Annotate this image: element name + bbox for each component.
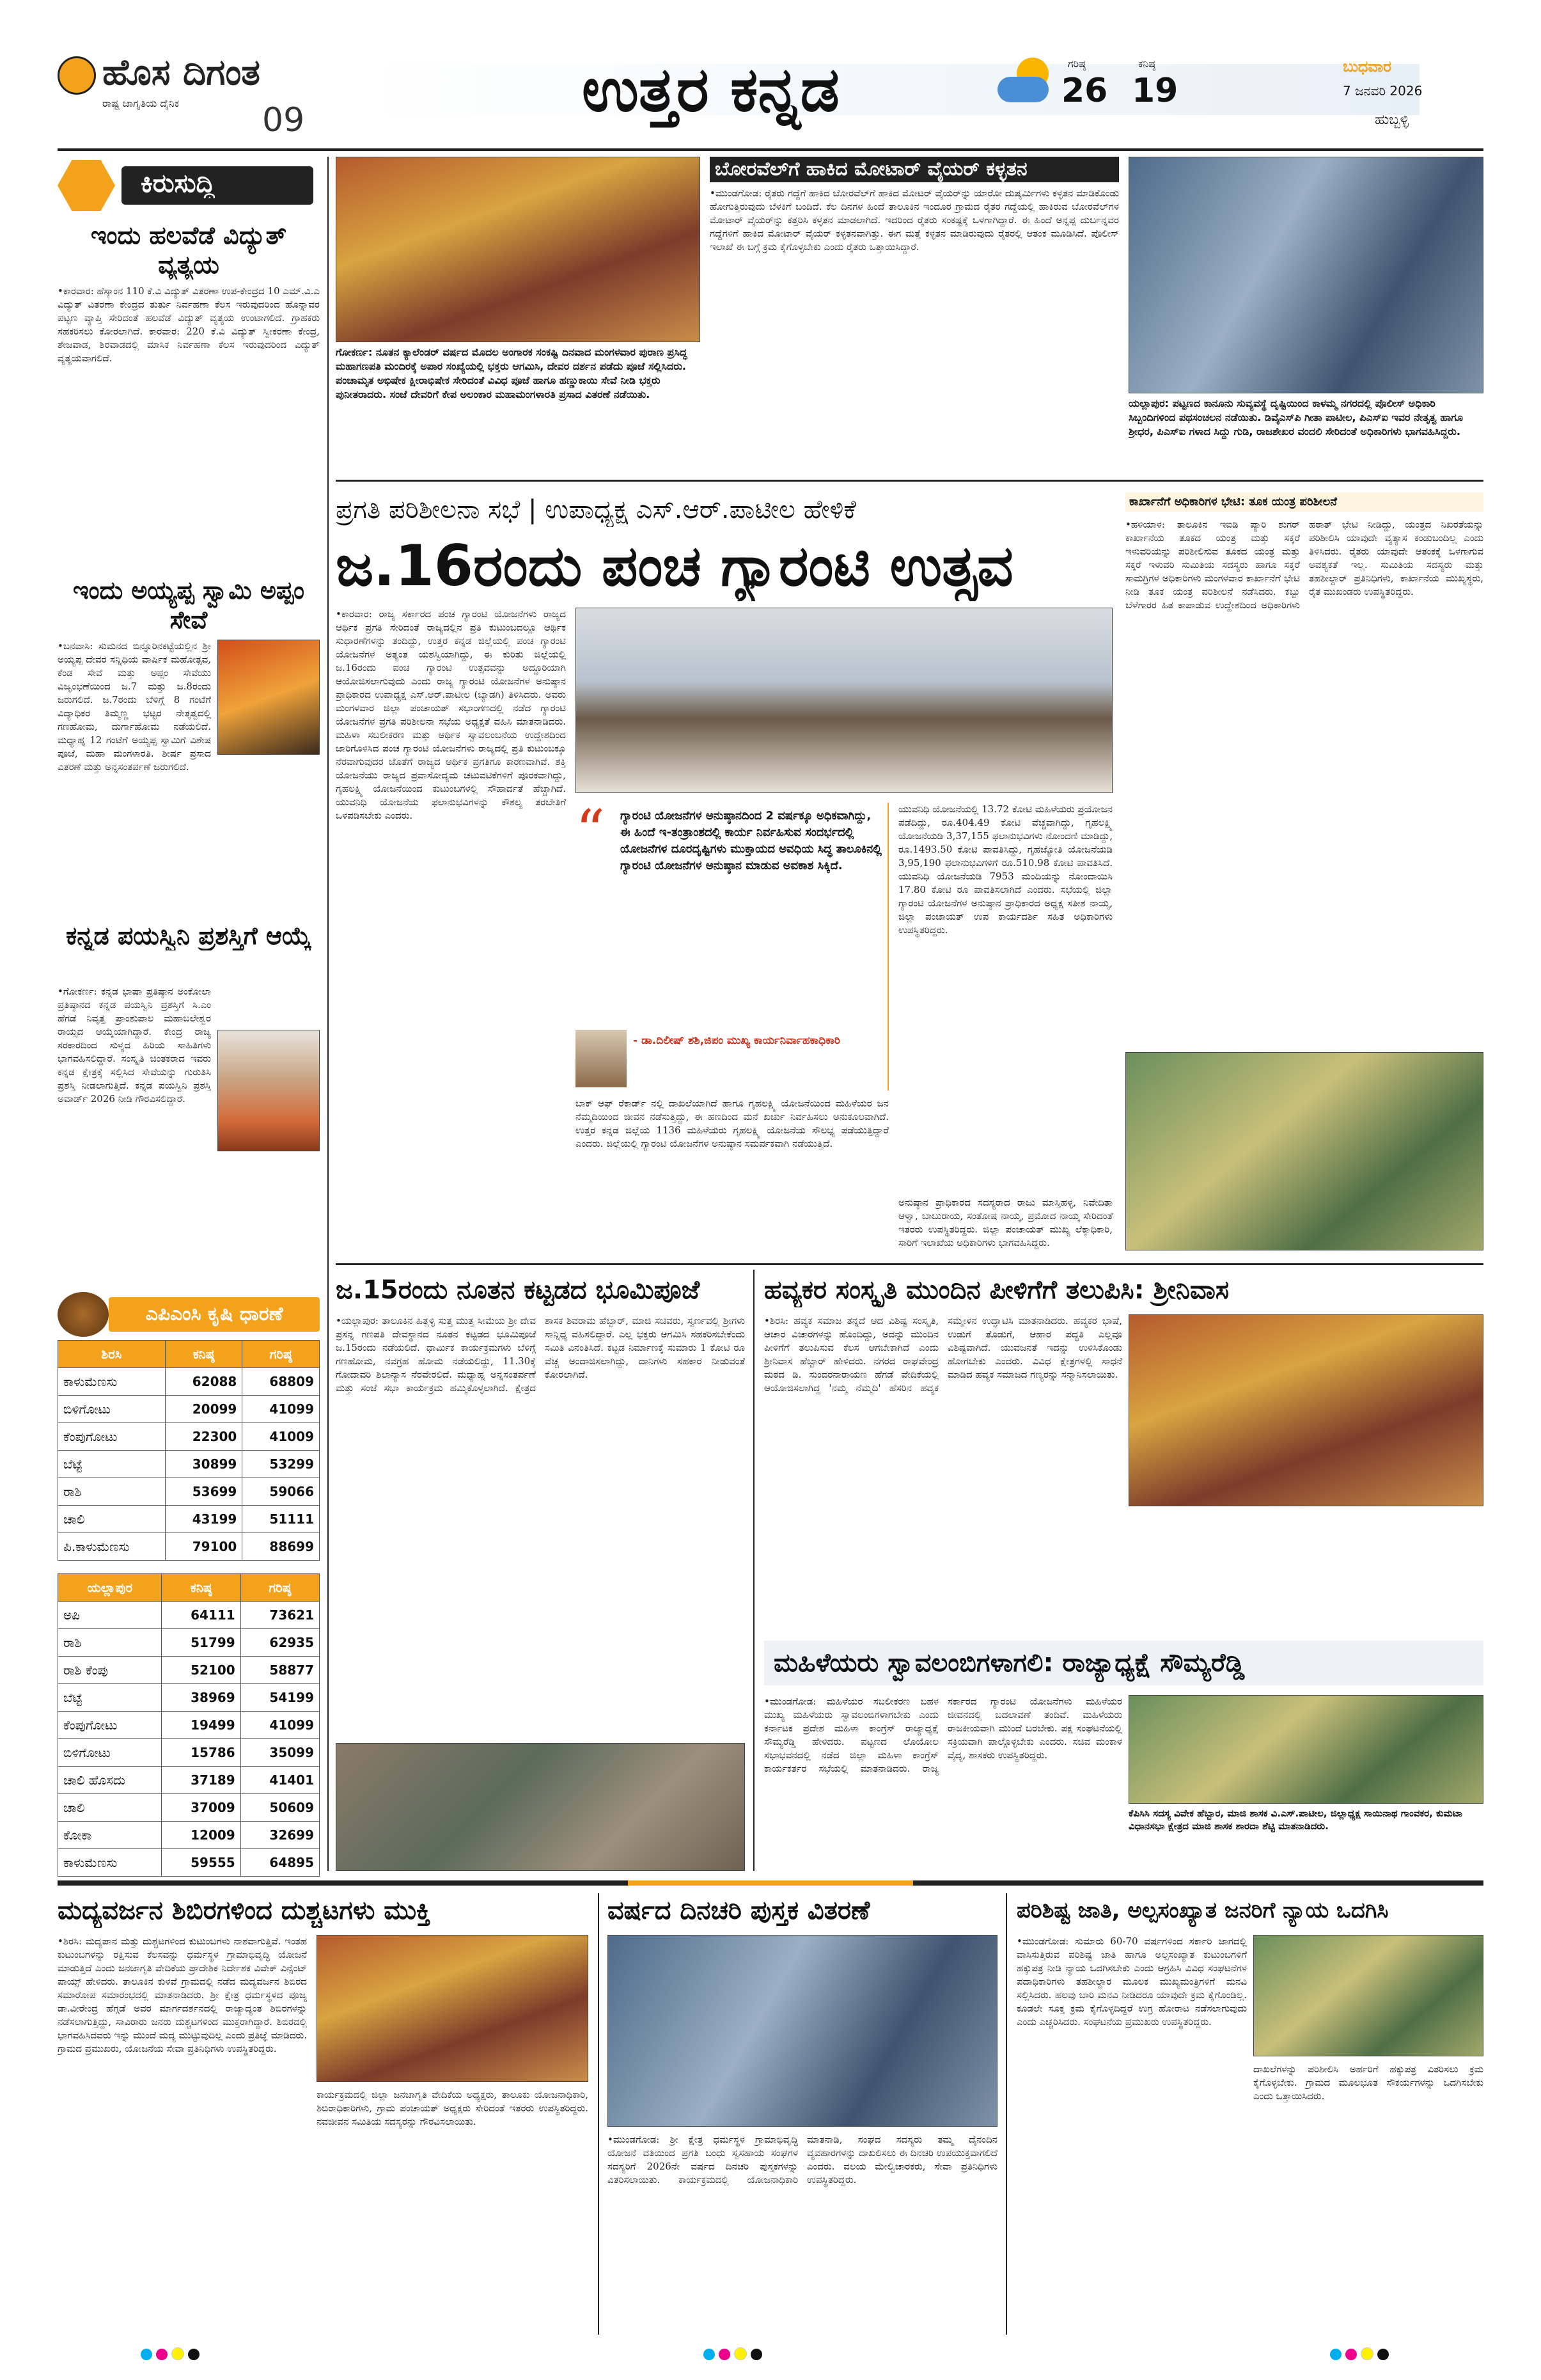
- page-number: 09: [262, 101, 305, 139]
- table-row: ಕಾಳುಮೆಣಸು 62088 68809: [58, 1368, 320, 1396]
- cmyk-mark-center: [703, 2347, 766, 2363]
- pustaka-photo: [607, 1935, 997, 2127]
- temple-caption: ಗೋಕರ್ಣ: ನೂತನ ಕ್ಯಾಲೆಂಡರ್ ವರ್ಷದ ಮೊದಲ ಅಂಗಾರಕ ಸಂಕಷ್ಟಿ ದಿನವಾದ ಮಂಗಳವಾರ ಪುರಾಣ ಪ್ರಸಿದ್ಧ ಮಹಾಗಣಪತಿ ಮಂದಿರಕ್ಕೆ ಅಪಾರ ಸಂಖ್ಯೆಯಲ್ಲಿ ಭಕ್ತರು ಆಗಮಿಸಿ, ದೇವರ ದರ್ಶನ ಪಡೆದು ಪೂಜೆ ಸಲ್ಲಿಸಿದರು. ಪಂಚಾಮೃತ ಅಭಿಷೇಕ ಕ್ಷೀರಾಭಿಷೇಕ ಸೇರಿದಂತೆ ವಿವಿಧ ಪೂಜೆ ಹಾಗೂ ಹಣ್ಣುಕಾಯಿ ಸೇವೆ ನೀಡಿ ಭಕ್ತರು ಪುನೀತರಾದರು. ಸಂಜೆ ದೇವರಿಗೆ ಕೇಪ ಅಲಂಕಾರ ಮಹಾಮಂಗಳಾರತಿ ಪ್ರಸಾದ ವಿತರಣೆ ನಡೆಯಿತು.: [336, 346, 687, 400]
- table-row: ಬಿಳಿಗೋಟು 20099 41099: [58, 1396, 320, 1423]
- table-row: ಚಾಲಿ 37009 50609: [58, 1794, 320, 1822]
- lead-text-2: ಯುವನಿಧಿ ಯೋಜನೆಯಲ್ಲಿ 13.72 ಕೋಟಿ ಮಹಿಳೆಯರು ಪ್ರಯೋಜನ ಪಡೆದಿದ್ದು, ರೂ.404.49 ಕೋಟಿ ವೆಚ್ಚವಾಗಿದ್ದು, ಗೃಹಲಕ್ಷ್ಮಿ ಯೋಜನೆಯಡಿ 3,37,155 ಫಲಾನುಭವಿಗಳು ನೋಂದಣಿ ಮಾಡಿದ್ದು, ರೂ.1493.50 ಕೋಟಿ ಪಾವತಿಸಿದ್ದು, ಗೃಹಜ್ಯೋತಿ ಯೋಜನೆಯಡಿ 3,95,190 ಫಲಾನುಭವಿಗಳಿಗೆ ರೂ.510.98 ಕೋಟಿ ಪಾವತಿಸಿದೆ. ಯುವನಿಧಿ ಯೋಜನೆಯಡಿ 7953 ಮಂದಿಯನ್ನು ನೋಂದಾಯಿಸಿ 17.80 ಕೋಟಿ ರೂ ಪಾವತಿಸಲಾಗಿದೆ ಎಂದರು. ಸಭೆಯಲ್ಲಿ ಜಿಲ್ಲಾ ಗ್ಯಾರಂಟಿ ಯೋಜನೆಗಳ ಅನುಷ್ಠಾನ ಪ್ರಾಧಿಕಾರದ ಅಧ್ಯಕ್ಷ ಸತೀಶ ನಾಯ್ಕ, ಜಿಲ್ಲಾ ಪಂಚಾಯತ್ ಉಪ ಕಾರ್ಯದರ್ಶಿ ಸಹಿತ ಅಧಿಕಾರಿಗಳು ಉಪಸ್ಥಿತರಿದ್ದರು.: [898, 803, 1113, 936]
- apmc-title: ಎಪಿಎಂಸಿ ಕೃಷಿ ಧಾರಣೆ: [109, 1297, 320, 1332]
- table-row: ಕೆಂಪುಗೋಟು 19499 41099: [58, 1712, 320, 1739]
- temple-photo: [336, 157, 700, 342]
- quote-icon: “: [575, 798, 606, 865]
- place-sirsi: ಶಿರಸಿ: [58, 1341, 166, 1368]
- logo-block: [58, 50, 352, 139]
- apmc-panel: [58, 1292, 320, 1976]
- max-header: ಗರಿಷ್ಠ: [240, 1574, 319, 1602]
- min-temp: 19: [1132, 72, 1178, 110]
- lead-text-4: ಅನುಷ್ಠಾನ ಪ್ರಾಧಿಕಾರದ ಸದಸ್ಯರಾದ ರಾಜು ಮಾಸ್ತಿಹಳ್ಳ, ನಿವೇದಿತಾ ಆಳ್ವಾ, ಬಾಬುರಾಯ, ಸಂತೋಷ ನಾಯ್ಕ, ಪ್ರಮೋದ ನಾಯ್ಕ ಸೇರಿದಂತೆ ಇತರರು ಉಪಸ್ಥಿತರಿದ್ದರು. ಜಿಲ್ಲಾ ಪಂಚಾಯತ್ ಮುಖ್ಯ ಲೆಕ್ಕಾಧಿಕಾರಿ, ಸಾರಿಗೆ ಇಲಾಖೆಯ ಅಧಿಕಾರಿಗಳು ಭಾಗವಹಿಸಿದ್ದರು.: [898, 1197, 1113, 1249]
- bottom-divider-2: [1006, 1893, 1007, 2335]
- table-row: ಬಿಳಿಗೋಟು 15786 35099: [58, 1739, 320, 1767]
- havyaka-headline: ಹವ್ಯಕರ ಸಂಸ್ಕೃತಿ ಮುಂದಿನ ಪೀಳಿಗೆಗೆ ತಲುಪಿಸಿ: ಶ್ರೀನಿವಾಸ: [764, 1275, 1230, 1305]
- logo-emblem: [58, 56, 96, 95]
- cloud-icon: [997, 77, 1049, 102]
- edition-band: [364, 64, 1423, 115]
- factory-text: •ಹಳಿಯಾಳ: ತಾಲೂಕಿನ ಇಐಡಿ ಪ್ಯಾರಿ ಶುಗರ್ ಕಾರ್ಖಾನೆಯ ತೂಕದ ಯಂತ್ರ ಮತ್ತು ಸಕ್ಕರೆ ಇಳುವರಿಯನ್ನು ಪರಿಶೀಲಿಸುವ ತೂಕದ ಯಂತ್ರ ಮತ್ತು ಸಕ್ಕರೆ ಇಳುವರಿ ಸುಮಿತಿಯ ಸದಸ್ಯರು ಹಾಗೂ ಸಕ್ಕರೆ ಸಾಮಗ್ರಿಗಳ ಅಧಿಕಾರಿಗಳು ಮಂಗಳವಾರ ಕಾರ್ಖಾನೆಗೆ ಭೇಟಿ ನೀಡಿ ತೂಕ ಯಂತ್ರ ಪರಿಶೀಲನೆ ನಡೆಸಿದರು. ಕಬ್ಬು ಬೆಳೆಗಾರರ ಹಿತ ಕಾಪಾಡುವ ಉದ್ದೇಶದಿಂದ ಅಧಿಕಾರಿಗಳು ಹಠಾತ್ ಭೇಟಿ ನೀಡಿದ್ದು, ಯಂತ್ರದ ನಿಖರತೆಯನ್ನು ಪರಿಶೀಲಿಸಿ ಯಾವುದೇ ವ್ಯತ್ಯಾಸ ಕಂಡುಬಂದಿಲ್ಲ ಎಂದು ತಿಳಿಸಿದರು. ರೈತರು ಯಾವುದೇ ಆತಂಕಕ್ಕೆ ಒಳಗಾಗುವ ಅವಶ್ಯಕತೆ ಇಲ್ಲ. ಸುಮಿತಿಯ ಸದಸ್ಯರು ಮತ್ತು ತಹಶೀಲ್ದಾರ್ ಪ್ರತಿನಿಧಿಗಳು, ಕಾರ್ಖಾನೆಯ ಮುಖ್ಯಸ್ಥರು, ರೈತ ಮುಖಂಡರು ಉಪಸ್ಥಿತರಿದ್ದರು.: [1125, 519, 1483, 611]
- police-caption: ಯಲ್ಲಾಪುರ: ಪಟ್ಟಣದ ಕಾನೂನು ಸುವ್ಯವಸ್ಥೆ ದೃಷ್ಟಿಯಿಂದ ಕಾಳಮ್ಮ ನಗರದಲ್ಲಿ ಪೊಲೀಸ್ ಅಧಿಕಾರಿ ಸಿಬ್ಬಂದಿಗಳಿಂದ ಪಥಸಂಚಲನ ನಡೆಯಿತು. ಡಿವೈಎಸ್‌ಪಿ ಗೀತಾ ಪಾಟೀಲ, ಪಿಎಸ್‌ಐ ಇವರ ನೇತೃತ್ವ ಹಾಗೂ ಶ್ರೀಧರ, ಪಿಎಸ್‌ಐ ಗಳಾದ ಸಿದ್ದು ಗುಡಿ, ರಾಜಶೇಖರ ವಂದಲಿ ಸೇರಿದಂತೆ ಅಧಿಕಾರಿಗಳು ಭಾಗವಹಿಸಿದ್ದರು.: [1129, 397, 1464, 437]
- parishishta-text-2: ದಾಖಲೆಗಳನ್ನು ಪರಿಶೀಲಿಸಿ ಅರ್ಹರಿಗೆ ಹಕ್ಕುಪತ್ರ ವಿತರಿಸಲು ಕ್ರಮ ಕೈಗೊಳ್ಳಬೇಕು. ಗ್ರಾಮದ ಮೂಲಭೂತ ಸೌಕರ್ಯಗಳನ್ನು ಒದಗಿಸಬೇಕು ಎಂದು ಒತ್ತಾಯಿಸಿದರು.: [1253, 2063, 1483, 2102]
- registration-marks: [0, 2347, 1541, 2367]
- bottom-divider-1: [598, 1893, 599, 2335]
- mid-divider: [753, 1270, 755, 1871]
- cmyk-mark-right: [1330, 2347, 1393, 2363]
- bhoomi-photo: [336, 1743, 745, 1871]
- apmc-table-yellapur: [58, 1573, 320, 1877]
- bhoomi-text: •ಯಲ್ಲಾಪುರ: ತಾಲೂಕಿನ ಹಿತ್ಲಳ್ಳಿ ಸುತ್ತ ಮುತ್ತ ಸೀಮೆಯ ಶ್ರೀ ದೇವ ಪ್ರಸನ್ನ ಗಣಪತಿ ದೇವಸ್ಥಾನದ ನೂತನ ಕಟ್ಟಡದ ಭೂಮಿಪೂಜೆ ಜ.15ರಂದು ನಡೆಯಲಿದೆ. ಧಾರ್ಮಿಕ ಕಾರ್ಯಕ್ರಮಗಳು ಬೆಳಿಗ್ಗೆ ಗಣಹೋಮ, ನವಗ್ರಹ ಹೋಮ ನಡೆಯಲಿದ್ದು, 11.30ಕ್ಕೆ ಗೋದಾವರಿ ಶಿಲಾನ್ಯಾಸ ನೆರವೇರಲಿದೆ. ಮಧ್ಯಾಹ್ನ ಅನ್ನಸಂತರ್ಪಣೆ ಮತ್ತು ಸಂಜೆ ಸಭಾ ಕಾರ್ಯಕ್ರಮ ಹಮ್ಮಿಕೊಳ್ಳಲಾಗಿದೆ. ಕ್ಷೇತ್ರದ ಶಾಸಕ ಶಿವರಾಮ ಹೆಬ್ಬಾರ್, ಮಾಜಿ ಸಚಿವರು, ಸ್ವರ್ಣವಲ್ಲಿ ಶ್ರೀಗಳು ಸಾನ್ನಿಧ್ಯ ವಹಿಸಲಿದ್ದಾರೆ. ಎಲ್ಲ ಭಕ್ತರು ಆಗಮಿಸಿ ಸಹಕರಿಸಬೇಕೆಂದು ಸಮಿತಿ ವಿನಂತಿಸಿದೆ. ಕಟ್ಟಡ ನಿರ್ಮಾಣಕ್ಕೆ ಸುಮಾರು 1 ಕೋಟಿ ರೂ ವೆಚ್ಚ ಅಂದಾಜಿಸಲಾಗಿದ್ದು, ದಾನಿಗಳು ಸಹಕಾರ ನೀಡುವಂತೆ ಕೋರಲಾಗಿದೆ.: [336, 1315, 745, 1394]
- brief-1-text: •ಕಾರವಾರ: ಹೆಸ್ಕಾಂನ 110 ಕೆ.ವಿ ವಿದ್ಯುತ್ ವಿತರಣಾ ಉಪ-ಕೇಂದ್ರದ 10 ಎಮ್.ವಿ.ಎ ವಿದ್ಯುತ್ ವಿತರಣಾ ಕೇಂದ್ರದ ತುರ್ತು ನಿರ್ವಹಣಾ ಕೆಲಸ ಇರುವುದರಿಂದ ಹೊನ್ನಾವರ ಪಟ್ಟಣ ವ್ಯಾಪ್ತಿ ಸೇರಿದಂತೆ ಹಲವೆಡೆ ವಿದ್ಯುತ್ ವ್ಯತ್ಯಯ ಉಂಟಾಗಲಿದೆ. ಗ್ರಾಹಕರು ಸಹಕರಿಸಲು ಕೋರಲಾಗಿದೆ. ಕಾರವಾರ: 220 ಕೆ.ವಿ ವಿದ್ಯುತ್ ಸ್ವೀಕರಣಾ ಕೇಂದ್ರ, ಶೇಜವಾಡ, ಶಿರವಾಡದಲ್ಲಿ ಮಾಸಿಕ ನಿರ್ವಹಣಾ ಕೆಲಸ ಇರುವುದರಿಂದ ವಿದ್ಯುತ್ ವ್ಯತ್ಯಯವಾಗಲಿದೆ.: [58, 285, 320, 364]
- madya-headline: ಮದ್ಯವರ್ಜನ ಶಿಬಿರಗಳಿಂದ ದುಶ್ಚಟಗಳು ಮುಕ್ತಿ: [58, 1896, 431, 1925]
- parishishta-headline: ಪರಿಶಿಷ್ಟ ಜಾತಿ, ಅಲ್ಪಸಂಖ್ಯಾತ ಜನರಿಗೆ ನ್ಯಾಯ ಒದಗಿಸಿ: [1017, 1898, 1389, 1923]
- min-header: ಕನಿಷ್ಠ: [162, 1574, 240, 1602]
- meeting-photo: [575, 608, 1113, 793]
- quote-author-photo: [575, 1030, 627, 1087]
- table-row: ಕೆಂಪುಗೋಟು 22300 41009: [58, 1423, 320, 1451]
- table-row: ಚಾಲಿ 43199 51111: [58, 1506, 320, 1533]
- police-march-photo: [1129, 157, 1483, 393]
- masthead: [58, 45, 1483, 147]
- bore-headline: ಬೋರವೆಲ್‌ಗೆ ಹಾಕಿದ ಮೋಟಾರ್ ವೈಯರ್ ಕಳ್ಳತನ: [710, 157, 1119, 182]
- table-row: ರಾಶಿ 51799 62935: [58, 1629, 320, 1657]
- table-row: ಪಿ.ಕಾಳುಮೆಣಸು 79100 88699: [58, 1533, 320, 1561]
- bottom-color-rule: [58, 1880, 1483, 1886]
- areca-icon: [58, 1292, 109, 1337]
- cmyk-mark-left: [141, 2347, 203, 2363]
- madya-text: •ಶಿರಸಿ: ಮದ್ಯಪಾನ ಮತ್ತು ದುಶ್ಚಟಗಳಿಂದ ಕುಟುಂಬಗಳು ನಾಶವಾಗುತ್ತಿವೆ. ಇಂತಹ ಕುಟುಂಬಗಳನ್ನು ರಕ್ಷಿಸುವ ಕೆಲಸವನ್ನು ಧರ್ಮಸ್ಥಳ ಗ್ರಾಮಾಭಿವೃದ್ಧಿ ಯೋಜನೆ ಮಾಡುತ್ತಿದೆ ಎಂದು ಜನಜಾಗೃತಿ ವೇದಿಕೆಯ ಪ್ರಾದೇಶಿಕ ನಿರ್ದೇಶಕ ವಿವೇಕ್ ವಿನ್ಸೆಂಟ್ ಪಾಯ್ಸ್ ಹೇಳಿದರು. ತಾಲೂಕಿನ ಕುಳವೆ ಗ್ರಾಮದಲ್ಲಿ ನಡೆದ ಮದ್ಯವರ್ಜನ ಶಿಬಿರದ ಸಮಾರೋಪ ಸಮಾರಂಭದಲ್ಲಿ ಮಾತನಾಡಿದರು. ಶ್ರೀ ಕ್ಷೇತ್ರ ಧರ್ಮಸ್ಥಳದ ಪೂಜ್ಯ ಡಾ.ವೀರೇಂದ್ರ ಹೆಗ್ಗಡೆ ಅವರ ಮಾರ್ಗದರ್ಶನದಲ್ಲಿ ರಾಜ್ಯಾದ್ಯಂತ ಶಿಬಿರಗಳನ್ನು ನಡೆಸಲಾಗುತ್ತಿದ್ದು, ಸಾವಿರಾರು ಜನರು ದುಶ್ಚಟಗಳಿಂದ ಮುಕ್ತರಾಗಿದ್ದಾರೆ. ಶಿಬಿರದಲ್ಲಿ ಭಾಗವಹಿಸಿದವರು ಇನ್ನು ಮುಂದೆ ಮದ್ಯ ಮುಟ್ಟುವುದಿಲ್ಲ ಎಂದು ಪ್ರತಿಜ್ಞೆ ಮಾಡಿದರು. ಗ್ರಾಮದ ಪ್ರಮುಖರು, ಯೋಜನೆಯ ಸೇವಾ ಪ್ರತಿನಿಧಿಗಳು ಉಪಸ್ಥಿತರಿದ್ದರು.: [58, 1935, 307, 2054]
- quote-author: - ಡಾ.ದಿಲೀಷ್ ಶಶಿ,ಜಿಪಂ ಮುಖ್ಯ ಕಾರ್ಯನಿರ್ವಾಹಕಾಧಿಕಾರಿ: [633, 1034, 840, 1047]
- bhoomi-headline: ಜ.15ರಂದು ನೂತನ ಕಟ್ಟಡದ ಭೂಮಿಪೂಜೆ: [336, 1275, 700, 1305]
- havyaka-text: •ಶಿರಸಿ: ಹವ್ಯಕ ಸಮಾಜ ತನ್ನದೆ ಆದ ವಿಶಿಷ್ಟ ಸಂಸ್ಕೃತಿ, ಆಚಾರ ವಿಚಾರಗಳನ್ನು ಹೊಂದಿದ್ದು, ಅದನ್ನು ಮುಂದಿನ ಪೀಳಿಗೆಗೆ ತಲುಪಿಸುವ ಕೆಲಸ ಆಗಬೇಕಾಗಿದೆ ಎಂದು ಶ್ರೀನಿವಾಸ ಹೆಬ್ಬಾರ್ ಹೇಳಿದರು. ನಗರದ ರಾಘವೇಂದ್ರ ಮಠದ ಡಿ. ಸುಂದರನಾರಾಯಣ ಹೆಗಡೆ ವೇದಿಕೆಯಲ್ಲಿ ಆಯೋಜಿಸಲಾಗಿದ್ದ 'ನಮ್ಮ ನೆಮ್ಮದಿ' ಹೆಸರಿನ ಹವ್ಯಕ ಸಮ್ಮೇಳನ ಉದ್ಘಾಟಿಸಿ ಮಾತನಾಡಿದರು. ಹವ್ಯಕರ ಭಾಷೆ, ಉಡುಗೆ ತೊಡುಗೆ, ಆಹಾರ ಪದ್ಧತಿ ಎಲ್ಲವೂ ವಿಶಿಷ್ಟವಾಗಿದೆ. ಯುವಜನತೆ ಇದನ್ನು ಉಳಿಸಿಕೊಂಡು ಹೋಗಬೇಕು ಎಂದರು. ವಿವಿಧ ಕ್ಷೇತ್ರಗಳಲ್ಲಿ ಸಾಧನೆ ಮಾಡಿದ ಹವ್ಯಕ ಸಮಾಜದ ಗಣ್ಯರನ್ನು ಸನ್ಮಾನಿಸಲಾಯಿತು.: [764, 1315, 1122, 1394]
- lead-headline: ಜ.16ರಂದು ಪಂಚ ಗ್ಯಾರಂಟಿ ಉತ್ಸವ: [336, 533, 1013, 599]
- parishishta-photo: [1253, 1935, 1483, 2056]
- max-temp-label: ಗರಿಷ್ಠ: [1068, 58, 1086, 70]
- masthead-rule: [58, 148, 1483, 151]
- min-header: ಕನಿಷ್ಠ: [165, 1341, 242, 1368]
- weather-icon: [997, 58, 1055, 109]
- logo-text: ಹೊಸ ದಿಗಂತ: [102, 52, 260, 93]
- table-row: ಬೆಟ್ಟೆ 30899 53299: [58, 1451, 320, 1478]
- pustaka-text: •ಮುಂಡಗೋಡ: ಶ್ರೀ ಕ್ಷೇತ್ರ ಧರ್ಮಸ್ಥಳ ಗ್ರಾಮಾಭಿವೃದ್ಧಿ ಯೋಜನೆ ವತಿಯಿಂದ ಪ್ರಗತಿ ಬಂಧು ಸ್ವಸಹಾಯ ಸಂಘಗಳ ಸದಸ್ಯರಿಗೆ 2026ನೇ ವರ್ಷದ ದಿನಚರಿ ಪುಸ್ತಕಗಳನ್ನು ವಿತರಿಸಲಾಯಿತು. ಕಾರ್ಯಕ್ರಮದಲ್ಲಿ ಯೋಜನಾಧಿಕಾರಿ ಮಾತನಾಡಿ, ಸಂಘದ ಸದಸ್ಯರು ತಮ್ಮ ದೈನಂದಿನ ವ್ಯವಹಾರಗಳನ್ನು ದಾಖಲಿಸಲು ಈ ದಿನಚರಿ ಉಪಯುಕ್ತವಾಗಲಿದೆ ಎಂದರು. ವಲಯ ಮೇಲ್ವಿಚಾರಕರು, ಸೇವಾ ಪ್ರತಿನಿಧಿಗಳು ಉಪಸ್ಥಿತರಿದ್ದರು.: [607, 2134, 997, 2186]
- edition-title: ಉತ್ತರ ಕನ್ನಡ: [582, 54, 840, 125]
- havyaka-photo: [1129, 1314, 1483, 1506]
- pustaka-headline: ವರ್ಷದ ದಿನಚರಿ ಪುಸ್ತಕ ವಿತರಣೆ: [607, 1896, 870, 1925]
- table-header-row: [58, 1574, 320, 1602]
- city: ಹುಬ್ಬಳ್ಳಿ: [1375, 112, 1409, 128]
- lead-text-1: •ಕಾರವಾರ: ರಾಜ್ಯ ಸರ್ಕಾರದ ಪಂಚ ಗ್ಯಾರಂಟಿ ಯೋಜನೆಗಳು ರಾಜ್ಯದ ಆರ್ಥಿಕ ಪ್ರಗತಿ ಸೇರಿದಂತೆ ರಾಜ್ಯದಲ್ಲಿನ ಪ್ರತಿ ಕುಟುಂಬದಲ್ಲೂ ಆರ್ಥಿಕ ಸುಧಾರಣೆಗಳನ್ನು ತಂದಿದ್ದು, ಉತ್ತರ ಕನ್ನಡ ಜಿಲ್ಲೆಯಲ್ಲಿ ಪಂಚ ಗ್ಯಾರಂಟಿ ಯೋಜನೆಗಳ ಅತ್ಯಂತ ಯಶಸ್ವಿಯಾಗಿದ್ದು, ಈ ಕುರಿತು ಜಿಲ್ಲೆಯಲ್ಲಿ ಜ.16ರಂದು ಪಂಚ ಗ್ಯಾರಂಟಿ ಉತ್ಸವವನ್ನು ಅದ್ಧೂರಿಯಾಗಿ ಆಯೋಜಿಸಲಾಗುವುದು ಎಂದು ರಾಜ್ಯ ಗ್ಯಾರಂಟಿ ಯೋಜನೆಗಳ ಅನುಷ್ಠಾನ ಪ್ರಾಧಿಕಾರದ ಉಪಾಧ್ಯಕ್ಷ ಎಸ್.ಆರ್.ಪಾಟೀಲ (ಬ್ಯಾಡಗಿ) ತಿಳಿಸಿದರು. ಅವರು ಮಂಗಳವಾರ ಜಿಲ್ಲಾ ಪಂಚಾಯತ್ ಸಭಾಂಗಣದಲ್ಲಿ ನಡೆದ ಗ್ಯಾರಂಟಿ ಯೋಜನೆಗಳ ಪ್ರಗತಿ ಪರಿಶೀಲನಾ ಸಭೆಯ ಅಧ್ಯಕ್ಷತೆ ವಹಿಸಿ ಮಾತನಾಡಿದರು. ಮಹಿಳಾ ಸಬಲೀಕರಣ ಮತ್ತು ಆರ್ಥಿಕ ಸ್ವಾವಲಂಬನೆಯ ಉದ್ದೇಶದಿಂದ ಜಾರಿಗೊಳಿಸಿದ ಪಂಚ ಗ್ಯಾರಂಟಿ ಯೋಜನೆಗಳು ರಾಜ್ಯದಲ್ಲಿ ಪ್ರತಿ ಕುಟುಂಬಕ್ಕೂ ನೆರವಾಗುವುದರ ಜೊತೆಗೆ ರಾಜ್ಯದ ಆರ್ಥಿಕ ಪ್ರಗತಿಗೂ ಕಾರಣವಾಗಿವೆ. ಶಕ್ತಿ ಯೋಜನೆಯು ರಾಜ್ಯದ ಪ್ರವಾಸೋದ್ಯಮ ಚಟುವಟಿಕೆಗಳಿಗೆ ಪೂರಕವಾಗಿದ್ದು, ಗೃಹಲಕ್ಷ್ಮಿ ಯೋಜನೆಯಿಂದ ಕುಟುಂಬಗಳಲ್ಲಿ ಸೌಹಾರ್ದತೆ ಹೆಚ್ಚಾಗಿದೆ. ಯುವನಿಧಿ ಯೋಜನೆಯ ಫಲಾನುಭವಿಗಳನ್ನು ಕೌಶಲ್ಯ ತರಬೇತಿಗೆ ಒಳಪಡಿಸಬೇಕು ಎಂದರು.: [336, 608, 566, 821]
- ayyappa-photo: [217, 640, 320, 755]
- table-header-row: [58, 1341, 320, 1368]
- hand-icon: [58, 160, 115, 211]
- madya-text-2: ಕಾರ್ಯಕ್ರಮದಲ್ಲಿ ಜಿಲ್ಲಾ ಜನಜಾಗೃತಿ ವೇದಿಕೆಯ ಅಧ್ಯಕ್ಷರು, ತಾಲೂಕು ಯೋಜನಾಧಿಕಾರಿ, ಶಿಬಿರಾಧಿಕಾರಿಗಳು, ಗ್ರಾಮ ಪಂಚಾಯತ್ ಅಧ್ಯಕ್ಷರು ಸೇರಿದಂತೆ ಇತರರು ಉಪಸ್ಥಿತರಿದ್ದರು. ನವಜೀವನ ಸಮಿತಿಯ ಸದಸ್ಯರನ್ನು ಗೌರವಿಸಲಾಯಿತು.: [317, 2089, 588, 2127]
- factory-kicker: ಕಾರ್ಖಾನೆಗೆ ಅಧಿಕಾರಿಗಳ ಭೇಟಿ: ತೂಕ ಯಂತ್ರ ಪರಿಶೀಲನೆ: [1125, 493, 1483, 512]
- mahila-photo: [1129, 1695, 1483, 1804]
- max-header: ಗರಿಷ್ಠ: [242, 1341, 320, 1368]
- havyaka-text-cont: [1129, 1513, 1483, 1634]
- logo-tagline: ರಾಷ್ಟ್ರ ಜಾಗೃತಿಯ ದೈನಿಕ: [102, 97, 180, 109]
- mahila-caption: ಕೆಪಿಸಿಸಿ ಸದಸ್ಯ ವಿವೇಕ ಹೆಬ್ಬಾರ, ಮಾಜಿ ಶಾಸಕ ವಿ.ಎಸ್.ಪಾಟೀಲ, ಜಿಲ್ಲಾಧ್ಯಕ್ಷ ಸಾಯಿನಾಥ ಗಾಂವಕರ, ಕುಮಟಾ ವಿಧಾನಸಭಾ ಕ್ಷೇತ್ರದ ಮಾಜಿ ಶಾಸಕ ಶಾರದಾ ಶೆಟ್ಟಿ ಮಾತನಾಡಿದರು.: [1129, 1808, 1462, 1832]
- mahila-text: •ಮುಂಡಗೋಡ: ಮಹಿಳೆಯರ ಸಬಲೀಕರಣ ಬಹಳ ಮುಖ್ಯ ಮಹಿಳೆಯರು ಸ್ವಾವಲಂಬಿಗಳಾಗಬೇಕು ಎಂದು ಕರ್ನಾಟಕ ಪ್ರದೇಶ ಮಹಿಳಾ ಕಾಂಗ್ರೆಸ್ ರಾಜ್ಯಾಧ್ಯಕ್ಷೆ ಸೌಮ್ಯರೆಡ್ಡಿ ಹೇಳಿದರು. ಪಟ್ಟಣದ ಲೊಯೋಲ ಸಭಾಭವನದಲ್ಲಿ ನಡೆದ ಜಿಲ್ಲಾ ಮಹಿಳಾ ಕಾಂಗ್ರೆಸ್ ಕಾರ್ಯಕರ್ತರ ಸಭೆಯಲ್ಲಿ ಮಾತನಾಡಿದರು. ರಾಜ್ಯ ಸರ್ಕಾರದ ಗ್ಯಾರಂಟಿ ಯೋಜನೆಗಳು ಮಹಿಳೆಯರ ಜೀವನದಲ್ಲಿ ಬದಲಾವಣೆ ತಂದಿವೆ. ಮಹಿಳೆಯರು ರಾಜಕೀಯವಾಗಿ ಮುಂದೆ ಬರಬೇಕು. ಪಕ್ಷ ಸಂಘಟನೆಯಲ್ಲಿ ಸಕ್ರಿಯವಾಗಿ ಪಾಲ್ಗೊಳ್ಳಬೇಕು ಎಂದರು. ಸಚಿವ ಮಂಕಾಳ ವೈದ್ಯ, ಶಾಸಕರು ಉಪಸ್ಥಿತರಿದ್ದರು.: [764, 1696, 1122, 1774]
- brief-1-title: ಇಂದು ಹಲವೆಡೆ ವಿದ್ಯುತ್ ವ್ಯತ್ಯಯ: [90, 221, 287, 279]
- top-row-rule: [336, 480, 1483, 482]
- mahila-headline: ಮಹಿಳೆಯರು ಸ್ವಾವಲಂಬಿಗಳಾಗಲಿ: ರಾಜ್ಯಾಧ್ಯಕ್ಷೆ ಸೌಮ್ಯರೆಡ್ಡಿ: [774, 1648, 1245, 1678]
- quote-box: [575, 798, 889, 1091]
- brief-3-title: ಕನ್ನಡ ಪಯಸ್ವಿನಿ ಪ್ರಶಸ್ತಿಗೆ ಆಯ್ಕೆ: [66, 922, 311, 950]
- min-temp-label: ಕನಿಷ್ಠ: [1138, 58, 1155, 70]
- table-row: ರಾಶಿ ಕೆಂಪು 52100 58877: [58, 1657, 320, 1684]
- column-divider: [327, 157, 329, 1871]
- place-yellapur: ಯಲ್ಲಾಪುರ: [58, 1574, 162, 1602]
- brief-3-text: •ಗೋಕರ್ಣ: ಕನ್ನಡ ಭಾಷಾ ಪ್ರತಿಷ್ಠಾನ ಅಂಕೋಲಾ ಪ್ರತಿಷ್ಠಾನದ ಕನ್ನಡ ಪಯಸ್ವಿನಿ ಪ್ರಶಸ್ತಿಗೆ ಸಿ.ಎಂ ಹೆಗಡೆ ನಿವೃತ್ತ ಪ್ರಾಂಶುಪಾಲ ಮಹಾಬಲೇಶ್ವರ ರಾಯ್ಸದ ಆಯ್ಕೆಯಾಗಿದ್ದಾರೆ. ಕೇಂದ್ರ ರಾಜ್ಯ ಸರಕಾರದಿಂದ ಸುಳ್ಯದ ಹಿರಿಯ ಸಾಹಿತಿಗಳು ಭಾಗವಹಿಸಲಿದ್ದಾರೆ. ಸಂಸ್ಕೃತಿ ಚಿಂತಕರಾದ ಇವರು ಕನ್ನಡ ಕ್ಷೇತ್ರಕ್ಕೆ ಸಲ್ಲಿಸಿದ ಸೇವೆಯನ್ನು ಗುರುತಿಸಿ ಪ್ರಶಸ್ತಿ ನೀಡಲಾಗುತ್ತಿದೆ. ಕನ್ನಡ ಪಯಸ್ವಿನಿ ಪ್ರಶಸ್ತಿ ಅವಾರ್ಡ್ 2026 ನೀಡಿ ಗೌರವಿಸಲಿದ್ದಾರೆ.: [58, 986, 211, 1105]
- lead-text-3: ಬಾಕ್ ಆಫ್ ರೆಕಾರ್ಡ್ ನಲ್ಲಿ ದಾಖಲೆಯಾಗಿದೆ ಹಾಗೂ ಗೃಹಲಕ್ಷ್ಮಿ ಯೋಜನೆಯಿಂದ ಮಹಿಳೆಯರ ಜನ ನೆಮ್ಮದಿಯಿಂದ ಜೀವನ ನಡೆಸುತ್ತಿದ್ದು, ಈ ಹಣದಿಂದ ಮನೆ ಖರ್ಚು ನಿರ್ವಹಿಸಲು ಅನುಕೂಲವಾಗಿದೆ. ಉತ್ತರ ಕನ್ನಡ ಜಿಲ್ಲೆಯ 1136 ಮಹಿಳೆಯರು ಗೃಹಲಕ್ಷ್ಮಿ ಯೋಜನೆಯ ಸೌಲಭ್ಯ ಪಡೆಯುತ್ತಿದ್ದಾರೆ ಎಂದರು. ಜಿಲ್ಲೆಯಲ್ಲಿ ಗ್ಯಾರಂಟಿ ಯೋಜನೆಗಳ ಅನುಷ್ಠಾನ ಸಮರ್ಪಕವಾಗಿ ನಡೆಯುತ್ತಿದೆ.: [575, 1098, 889, 1149]
- date: 7 ಜನವರಿ 2026: [1343, 83, 1423, 99]
- brief-2-title: ಇಂದು ಅಯ್ಯಪ್ಪ ಸ್ವಾಮಿ ಅಪ್ಪಂ ಸೇವೆ: [72, 576, 304, 634]
- day: ಬುಧವಾರ: [1343, 58, 1391, 75]
- madya-photo: [317, 1935, 588, 2082]
- brief-2-text: •ಬನವಾಸಿ: ಸುಮನದ ಬಿನ್ನೂರಿನಕಟ್ಟೆಯಲ್ಲಿನ ಶ್ರೀ ಅಯ್ಯಪ್ಪ ದೇವರ ಸನ್ನಿಧಿಯ ವಾರ್ಷಿಕ ಮಹೋತ್ಸವ, ಕೆಂಡ ಸೇವೆ ಮತ್ತು ಅಪ್ಪಂ ಸೇವೆಯು ವಿಜೃಂಭಣೆಯಿಂದ ಜ.7 ಮತ್ತು ಜ.8ರಂದು ಜರುಗಲಿದೆ. ಜ.7ರಂದು ಬೆಳಿಗ್ಗೆ 8 ಗಂಟೆಗೆ ವಿದ್ಯಾಧಿಕರ ತಿಮ್ಮಣ್ಣ ಭಟ್ಟರ ನೇತೃತ್ವದಲ್ಲಿ ಗಣಹೋಮ, ದುರ್ಗಾಹೋಮ ನಡೆಯಲಿದೆ. ಮಧ್ಯಾಹ್ನ 12 ಗಂಟೆಗೆ ಅಯ್ಯಪ್ಪ ಸ್ವಾಮಿಗೆ ವಿಶೇಷ ಪೂಜೆ, ಮಹಾ ಮಂಗಳಾರತಿ. ಶೀರ್ಷ ಪ್ರಸಾದ ವಿತರಣೆ ಮತ್ತು ಅನ್ನಸಂತರ್ಪಣೆ ಜರುಗಲಿದೆ.: [58, 640, 211, 773]
- table-row: ಅಪಿ 64111 73621: [58, 1602, 320, 1629]
- max-temp: 26: [1061, 72, 1108, 110]
- quote-text: ಗ್ಯಾರಂಟಿ ಯೋಜನೆಗಳ ಅನುಷ್ಠಾನದಿಂದ 2 ವರ್ಷಕ್ಕೂ ಅಧಿಕವಾಗಿದ್ದು, ಈ ಹಿಂದೆ ಇ-ತಂತ್ರಾಂಶದಲ್ಲಿ ಕಾರ್ಯ ನಿರ್ವಹಿಸುವ ಸಂದರ್ಭದಲ್ಲಿ ಯೋಜನೆಗಳ ದೂರದೃಷ್ಟಿಗಳು ಮುಕ್ತಾಯದ ಅವಧಿಯ ಸಿದ್ಧ ತಾಲೂಕಿನಲ್ಲಿ ಗ್ಯಾರಂಟಿ ಯೋಜನೆಗಳ ಅನುಷ್ಠಾನ ಮಾಡುವ ಅವಕಾಶ ಸಿಕ್ಕಿದೆ.: [620, 809, 882, 872]
- factory-photo: [1125, 1052, 1483, 1250]
- apmc-table-sirsi: [58, 1340, 320, 1561]
- author-photo: [217, 1030, 320, 1151]
- kirusuddi-label: ಕಿರುಸುದ್ದಿ: [141, 169, 215, 198]
- lead-rule: [336, 1263, 1483, 1265]
- bore-text: •ಮುಂಡಗೋಡ: ರೈತರು ಗದ್ದೆಗೆ ಹಾಕಿದ ಬೋರವೆಲ್‌ಗೆ ಹಾಕಿದ ಮೋಟರ್ ವೈಯರ್‌ನ್ನು ಯಾರೋ ದುಷ್ಕರ್ಮಿಗಳು ಕಳ್ಳತನ ಮಾಡಿಕೊಂಡು ಹೋಗುತ್ತಿರುವುದು ಬೆಳಕಿಗೆ ಬಂದಿದೆ. ಕೆಲ ದಿನಗಳ ಹಿಂದೆ ತಾಲೂಕಿನ ಇಂದೂರ ಗ್ರಾಮದ ರೈತರ ಗದ್ದೆಯಲ್ಲಿ ಹಾಕಿರುವ ಬೋರವೆಲ್‌ಗಳ ಮೋಟಾರ್ ವೈಯರ್‌ನ್ನು ಕತ್ತರಿಸಿ ಕಳ್ಳತನ ಮಾಡಲಾಗಿದೆ. ಇದರಿಂದ ರೈತರು ಸಂಕಷ್ಟಕ್ಕೆ ಒಳಗಾಗಿದ್ದಾರೆ. ಈ ಹಿಂದೆ ಅನ್ನಪ್ಪ ದುರ್ಬನ್ನವರ ಗದ್ದೆಗಳಿಗೆ ಹಾಕಿದ ಮೋಟಾರ್ ವೈಯರ್ ಕಳ್ಳತನವಾಗಿತ್ತು. ಈಗ ಮತ್ತೆ ಕಳ್ಳತನ ಮಾಡಿರುವುದು ರೈತರಲ್ಲಿ ಆತಂಕ ಮೂಡಿಸಿದೆ. ಪೊಲೀಸ್ ಇಲಾಖೆ ಈ ಬಗ್ಗೆ ಕ್ರಮ ಕೈಗೊಳ್ಳಬೇಕು ಎಂದು ರೈತರು ಒತ್ತಾಯಿಸಿದ್ದಾರೆ.: [710, 187, 1119, 253]
- table-row: ಬೆಟ್ಟೆ 38969 54199: [58, 1684, 320, 1712]
- parishishta-text: •ಮುಂಡಗೋಡ: ಸುಮಾರು 60-70 ವರ್ಷಗಳಿಂದ ಸರ್ಕಾರಿ ಜಾಗದಲ್ಲಿ ವಾಸಿಸುತ್ತಿರುವ ಪರಿಶಿಷ್ಟ ಜಾತಿ ಹಾಗೂ ಅಲ್ಪಸಂಖ್ಯಾತ ಕುಟುಂಬಗಳಿಗೆ ಹಕ್ಕುಪತ್ರ ನೀಡಿ ನ್ಯಾಯ ಒದಗಿಸಬೇಕು ಎಂದು ಆಗ್ರಹಿಸಿ ವಿವಿಧ ಸಂಘಟನೆಗಳ ಪದಾಧಿಕಾರಿಗಳು ತಹಶೀಲ್ದಾರ ಮೂಲಕ ಮುಖ್ಯಮಂತ್ರಿಗಳಿಗೆ ಮನವಿ ಸಲ್ಲಿಸಿದರು. ಹಲವು ಬಾರಿ ಮನವಿ ನೀಡಿದರೂ ಯಾವುದೇ ಕ್ರಮ ಕೈಗೊಂಡಿಲ್ಲ. ಕೂಡಲೇ ಸೂಕ್ತ ಕ್ರಮ ಕೈಗೊಳ್ಳದಿದ್ದರೆ ಉಗ್ರ ಹೋರಾಟ ನಡೆಸಲಾಗುವುದು ಎಂದು ಎಚ್ಚರಿಸಿದರು. ಸಂಘಟನೆಯ ಪ್ರಮುಖರು ಉಪಸ್ಥಿತರಿದ್ದರು.: [1017, 1935, 1247, 2028]
- table-row: ರಾಶಿ 53699 59066: [58, 1478, 320, 1506]
- lead-kicker: ಪ್ರಗತಿ ಪರಿಶೀಲನಾ ಸಭೆ | ಉಪಾಧ್ಯಕ್ಷ ಎಸ್.ಆರ್.ಪಾಟೀಲ ಹೇಳಿಕೆ: [336, 495, 856, 524]
- table-row: ಕೋಕಾ 12009 32699: [58, 1822, 320, 1849]
- table-row: ಕಾಳುಮೆಣಸು 59555 64895: [58, 1849, 320, 1877]
- table-row: ಚಾಲಿ ಹೊಸದು 37189 41401: [58, 1767, 320, 1794]
- kirusuddi-badge: [58, 160, 313, 211]
